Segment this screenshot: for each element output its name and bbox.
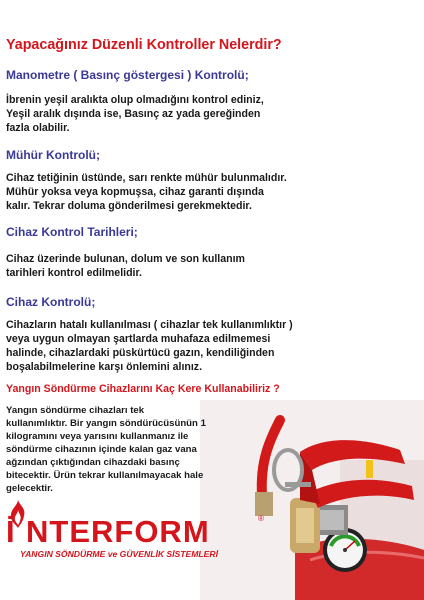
- section-heading-device: Cihaz Kontrolü;: [6, 295, 96, 309]
- text-line: fazla olabilir.: [6, 122, 70, 134]
- logo-registered: ®: [258, 514, 264, 523]
- section-body-seal: [6, 171, 416, 213]
- text-line: tarihleri kontrol edilmelidir.: [6, 267, 142, 279]
- text-line: halinde, cihazlardaki püskürtücü gazın, kendiliğinden: [6, 347, 275, 359]
- section-heading-dates: Cihaz Kontrol Tarihleri;: [6, 225, 138, 239]
- text-line: Yangın söndürme cihazları tek: [6, 405, 145, 416]
- text-line: söndürme cihazının içinde kalan gaz vana: [6, 444, 197, 455]
- text-line: ağzından çıktığından cihazdaki basınç: [6, 457, 180, 468]
- text-line: Mühür yoksa veya kopmuşsa, cihaz garanti dışında: [6, 186, 264, 198]
- text-line: boşalabilmelerine karşı önlemini alınız.: [6, 361, 203, 373]
- text-line: Yeşil aralık dışında ise, Basınç az yada gereğinden: [6, 108, 261, 120]
- usage-heading: Yangın Söndürme Cihazlarını Kaç Kere Kullanabiliriz ?: [6, 383, 280, 395]
- section-heading-manometer: Manometre ( Basınç göstergesi ) Kontrolü;: [6, 68, 249, 82]
- section-body-manometer: [6, 93, 416, 135]
- section-body-dates: [6, 252, 416, 280]
- text-line: gelecektir.: [6, 483, 53, 494]
- text-line: Cihazların hatalı kullanılması ( cihazlar tek kullanımlıktır ): [6, 319, 293, 331]
- text-line: kalır. Tekrar doluma gönderilmesi gerekmektedir.: [6, 200, 252, 212]
- text-line: kilogramını veya yarısını kullanmanız ile: [6, 431, 189, 442]
- text-line: Cihaz tetiğinin üstünde, sarı renkte mühür bulunmalıdır.: [6, 172, 287, 184]
- text-line: Cihaz üzerinde bulunan, dolum ve son kullanım: [6, 253, 245, 265]
- logo-tagline: YANGIN SÖNDÜRME ve GÜVENLİK SİSTEMLERİ: [20, 549, 218, 559]
- usage-body: [6, 404, 246, 495]
- text-line: kullanımlıktır. Bir yangın söndürücüsünün 1: [6, 418, 206, 429]
- logo-brand: NTERFORM: [26, 514, 210, 549]
- text-line: veya uygun olmayan şartlarda muhafaza edilmemesi: [6, 333, 271, 345]
- page-title: Yapacağınız Düzenli Kontroller Nelerdir?: [6, 37, 282, 53]
- text-line: İbrenin yeşil aralıkta olup olmadığını kontrol ediniz,: [6, 94, 264, 106]
- section-body-device: [6, 318, 420, 374]
- logo-initial: İ: [6, 514, 16, 549]
- text-line: bitecektir. Ürün tekrar kullanılmayacak hale: [6, 470, 204, 481]
- section-heading-seal: Mühür Kontrolü;: [6, 148, 100, 162]
